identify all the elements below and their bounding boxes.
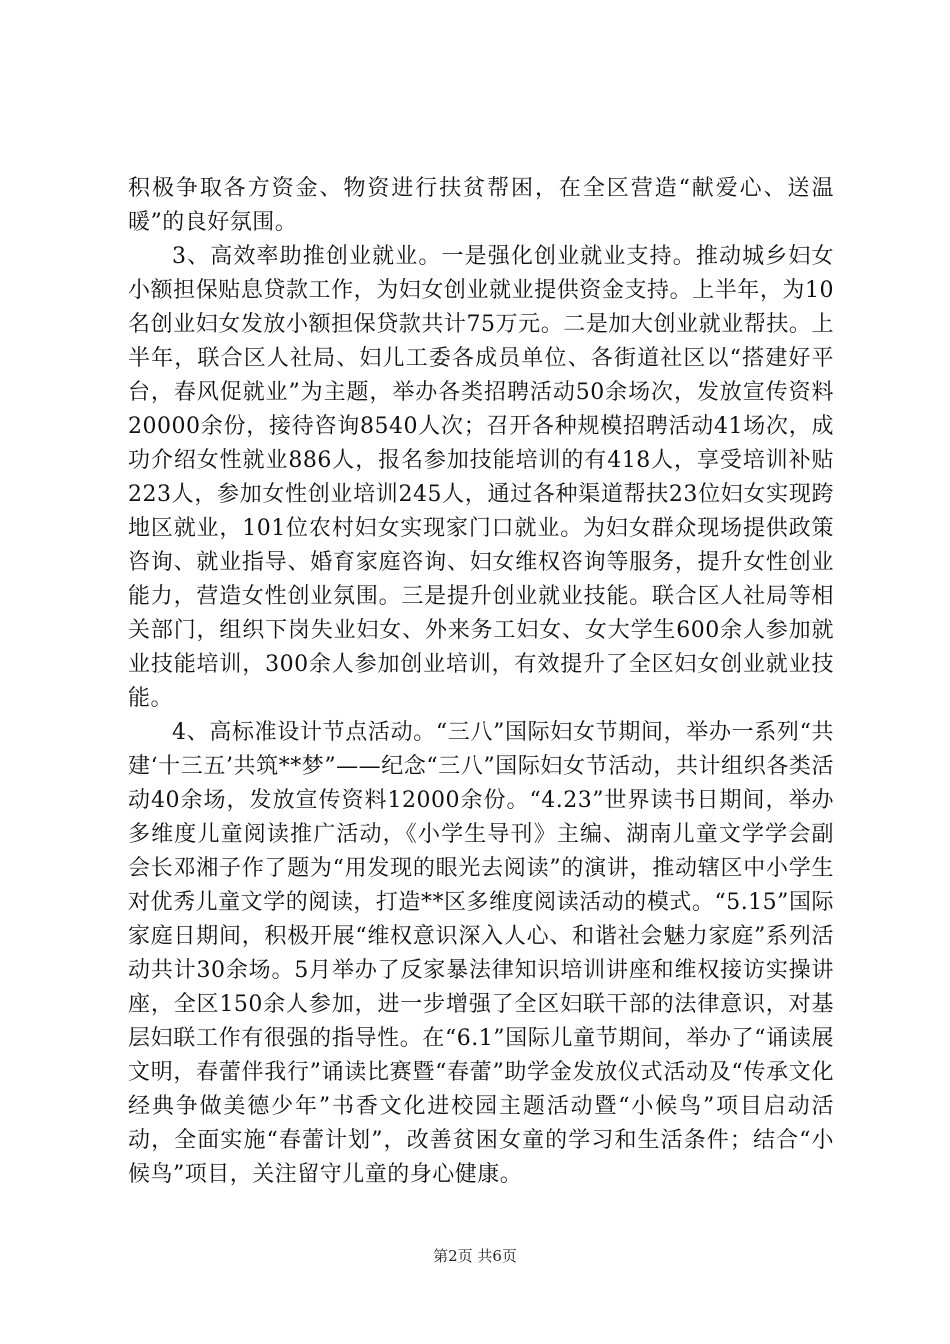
body-text — [128, 172, 834, 1192]
paragraph-activities: 4、高标准设计节点活动。“三八”国际妇女节期间，举办一系列“共建‘十三五’共筑**梦”——纪念“三八”国际妇女节活动，共计组织各类活动40余场，发放宣传资料12000余份。“4.23”世界读书日期间，举办多维度儿童阅读推广活动，《小学生导刊》主编、湖南儿童文学学会副会长邓湘子作了题为“用发现的眼光去阅读”的演讲，推动辖区中小学生对优秀儿童文学的阅读，打造**区多维度阅读活动的模式。“5.15”国际家庭日期间，积极开展“维权意识深入人心、和谐社会魅力家庭”系列活动共计30余场。5月举办了反家暴法律知识培训讲座和维权接访实操讲座，全区150余人参加，进一步增强了全区妇联干部的法律意识，对基层妇联工作有很强的指导性。在“6.1”国际儿童节期间，举办了“诵读展文明，春蕾伴我行”诵读比赛暨“春蕾”助学金发放仪式活动及“传承文化经典争做美德少年”书香文化进校园主题活动暨“小候鸟”项目启动活动，全面实施“春蕾计划”，改善贫困女童的学习和生活条件；结合“小候鸟”项目，关注留守儿童的身心健康。 — [128, 720, 834, 1187]
paragraph-employment: 3、高效率助推创业就业。一是强化创业就业支持。推动城乡妇女小额担保贴息贷款工作，为妇女创业就业提供资金支持。上半年，为10名创业妇女发放小额担保贷款共计75万元。二是加大创业就业帮扶。上半年，联合区人社局、妇儿工委各成员单位、各街道社区以“搭建好平台，春风促就业”为主题，举办各类招聘活动50余场次，发放宣传资料20000余份，接待咨询8540人次；召开各种规模招聘活动41场次，成功介绍女性就业886人，报名参加技能培训的有418人，享受培训补贴223人，参加女性创业培训245人，通过各种渠道帮扶23位妇女实现跨地区就业，101位农村妇女实现家门口就业。为妇女群众现场提供政策咨询、就业指导、婚育家庭咨询、妇女维权咨询等服务，提升女性创业能力，营造女性创业氛围。三是提升创业就业技能。联合区人社局等相关部门，组织下岗失业妇女、外来务工妇女、女大学生600余人参加就业技能培训，300余人参加创业培训，有效提升了全区妇女创业就业技能。 — [128, 244, 834, 711]
page-number-footer: 第2页 共6页 — [433, 1247, 517, 1265]
paragraph-continuation: 积极争取各方资金、物资进行扶贫帮困，在全区营造“献爱心、送温暖”的良好氛围。 — [128, 176, 834, 235]
